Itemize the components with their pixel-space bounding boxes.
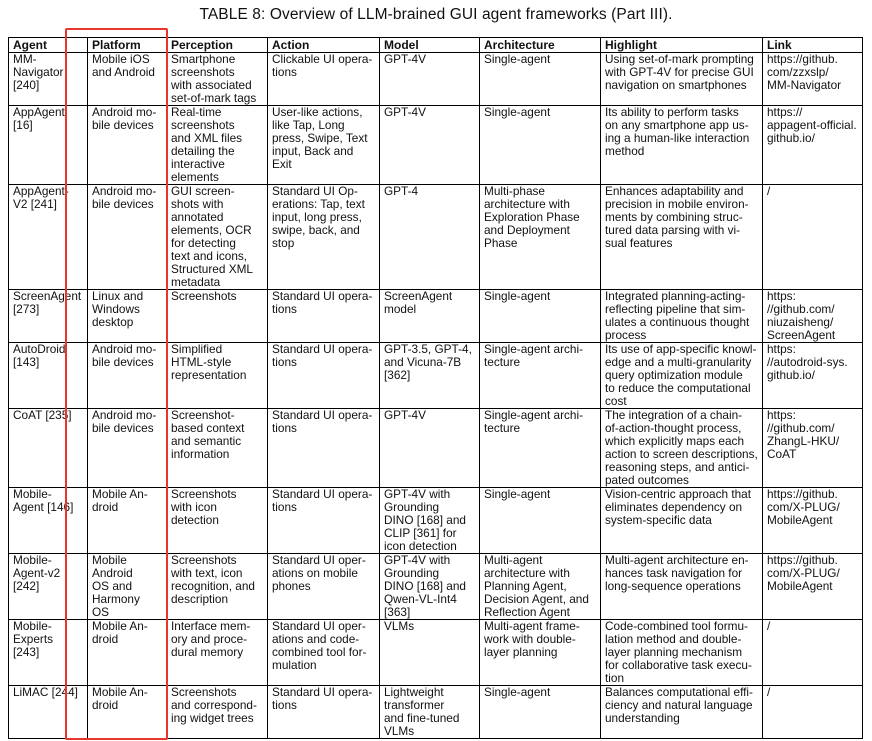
cell-text: ScreenAgent model [384,289,453,316]
cell-link [763,409,863,488]
cell-model [380,554,480,620]
cell-action [268,620,380,686]
cell-text: Single-agent [484,685,551,699]
header-agent: Agent [9,38,88,53]
cell-model [380,488,480,554]
cell-text: Single-agent [484,487,551,501]
cell-platform [88,409,167,488]
cell-text: GUI screen- shots with annotated elements, OCR for detecting text and icons, Structured XML metadata [171,184,253,289]
cell-text: GPT-4V [384,52,426,66]
header-action: Action [268,38,380,53]
cell-text: Its ability to perform tasks on any smartphone app us- ing a human-like interaction method [605,105,750,158]
cell-text: Code-combined tool formu- lation method and double- layer planning mechanism for collaborative task execu- tion [605,619,752,685]
cell-perception [167,488,268,554]
cell-text: Single-agent [484,289,551,303]
cell-action [268,290,380,343]
table-row [9,554,863,620]
cell-architecture [480,185,601,290]
cell-highlight [601,343,763,409]
cell-text: / [767,685,771,699]
cell-text: User-like actions, like Tap, Long press, Swipe, Text input, Back and Exit [272,105,368,171]
cell-text: / [767,619,771,633]
cell-text: GPT-4V with Grounding DINO [168] and Qwen-VL-Int4 [363] [384,553,466,619]
cell-action [268,343,380,409]
cell-text: Mobile- Agent-v2 [242] [13,553,61,593]
cell-text: Multi-agent frame- work with double- layer planning [484,619,580,659]
cell-text: Balances computational effi- ciency and natural language understanding [605,685,753,725]
cell-text: Standard UI oper- ations and code- combined tool for- mulation [272,619,367,672]
cell-model [380,620,480,686]
cell-text: Enhances adaptability and precision in mobile environ- ments by combining struc- tured data parsing with vi- sual features [605,184,749,250]
header-architecture: Architecture [480,38,601,53]
cell-highlight [601,106,763,185]
cell-model [380,106,480,185]
cell-text: Screenshots with icon detection [171,487,237,527]
cell-text: Screenshots with text, icon recognition, and description [171,553,255,606]
cell-text: AppAgent [16] [13,105,65,132]
header-link: Link [763,38,863,53]
table-row [9,620,863,686]
cell-link [763,53,863,106]
cell-text: https://github. com/X-PLUG/ MobileAgent [767,487,840,527]
cell-link [763,290,863,343]
cell-action [268,106,380,185]
cell-highlight [601,554,763,620]
cell-platform [88,53,167,106]
cell-text: / [767,184,771,198]
cell-model [380,53,480,106]
cell-text: Android mo- bile devices [92,408,157,435]
cell-architecture [480,53,601,106]
cell-text: Mobile- Experts [243] [13,619,53,659]
cell-text: Mobile Android OS and Harmony OS [92,553,140,619]
cell-text: GPT-4V [384,105,426,119]
cell-perception [167,620,268,686]
cell-text: AutoDroid [143] [13,342,66,369]
cell-text: Mobile An- droid [92,685,148,712]
cell-agent [9,343,88,409]
cell-text: Mobile An- droid [92,487,148,514]
cell-text: https: //github.com/ ZhangL-HKU/ CoAT [767,408,840,461]
cell-agent [9,686,88,739]
table-row [9,106,863,185]
cell-text: https: //autodroid-sys. github.io/ [767,342,848,382]
cell-text: Mobile An- droid [92,619,148,646]
cell-platform [88,620,167,686]
cell-text: Single-agent archi- tecture [484,408,584,435]
cell-text: Multi-phase architecture with Exploration Phase and Deployment Phase [484,184,580,250]
cell-text: Its use of app-specific knowl- edge and a multi-granularity query optimization module to reduce the computational cost [605,342,757,408]
header-model: Model [380,38,480,53]
cell-text: Real-time screenshots and XML files detailing the interactive elements [171,105,243,184]
cell-link [763,686,863,739]
cell-text: Standard UI oper- ations on mobile phones [272,553,366,593]
cell-platform [88,686,167,739]
cell-text: Mobile iOS and Android [92,52,155,79]
cell-link [763,185,863,290]
cell-highlight [601,53,763,106]
cell-action [268,185,380,290]
cell-text: Multi-agent architecture with Planning Agent, Decision Agent, and Reflection Agent [484,553,589,619]
header-perception: Perception [167,38,268,53]
cell-perception [167,343,268,409]
cell-agent [9,554,88,620]
cell-text: Android mo- bile devices [92,105,157,132]
cell-text: ScreenAgent [273] [13,289,82,316]
cell-text: AppAgent- V2 [241] [13,184,69,211]
cell-text: Multi-agent architecture en- hances task navigation for long-sequence operations [605,553,749,593]
table-row [9,185,863,290]
cell-text: Using set-of-mark prompting with GPT-4V for precise GUI navigation on smartphones [605,52,754,92]
cell-text: The integration of a chain- of-action-thought process, which explicitly maps each action to screen descriptions, reasoning steps, and antici- pated outcomes [605,408,758,487]
cell-text: Screenshots [171,289,237,303]
cell-architecture [480,409,601,488]
cell-perception [167,185,268,290]
cell-agent [9,53,88,106]
cell-agent [9,106,88,185]
cell-perception [167,106,268,185]
cell-highlight [601,686,763,739]
cell-platform [88,343,167,409]
cell-text: Mobile- Agent [146] [13,487,74,514]
cell-action [268,409,380,488]
cell-link [763,488,863,554]
cell-highlight [601,488,763,554]
table-row [9,290,863,343]
table-row [9,409,863,488]
cell-architecture [480,554,601,620]
cell-architecture [480,620,601,686]
cell-text: https://github. com/zzxslp/ MM-Navigator [767,52,842,92]
cell-perception [167,409,268,488]
cell-architecture [480,343,601,409]
cell-text: Android mo- bile devices [92,184,157,211]
header-highlight: Highlight [601,38,763,53]
cell-text: Standard UI opera- tions [272,685,373,712]
cell-perception [167,554,268,620]
cell-text: Vision-centric approach that eliminates dependency on system-specific data [605,487,752,527]
cell-text: VLMs [384,619,415,633]
cell-text: https://github. com/X-PLUG/ MobileAgent [767,553,840,593]
cell-architecture [480,686,601,739]
cell-agent [9,185,88,290]
cell-text: Linux and Windows desktop [92,289,144,329]
cell-text: Screenshots and correspond- ing widget trees [171,685,257,725]
cell-text: Lightweight transformer and fine-tuned VLMs [384,685,460,738]
cell-text: Smartphone screenshots with associated set-of-mark tags [171,52,257,105]
cell-architecture [480,290,601,343]
table-row [9,343,863,409]
cell-model [380,290,480,343]
cell-perception [167,686,268,739]
cell-platform [88,185,167,290]
cell-text: https:// appagent-official. github.io/ [767,105,857,145]
cell-highlight [601,290,763,343]
cell-action [268,686,380,739]
cell-highlight [601,409,763,488]
cell-agent [9,409,88,488]
cell-text: Standard UI opera- tions [272,408,373,435]
cell-model [380,185,480,290]
cell-text: Clickable UI opera- tions [272,52,373,79]
cell-text: Single-agent [484,52,551,66]
cell-text: Simplified HTML-style representation [171,342,247,382]
cell-architecture [480,106,601,185]
cell-link [763,106,863,185]
cell-text: Standard UI opera- tions [272,487,373,514]
cell-highlight [601,620,763,686]
cell-perception [167,53,268,106]
cell-text: Standard UI opera- tions [272,342,373,369]
cell-text: Screenshot- based context and semantic information [171,408,245,461]
cell-action [268,554,380,620]
cell-text: CoAT [235] [13,408,72,422]
cell-text: https: //github.com/ niuzaisheng/ ScreenAgent [767,289,836,342]
cell-platform [88,106,167,185]
cell-text: GPT-4 [384,184,419,198]
cell-text: GPT-3.5, GPT-4, and Vicuna-7B [362] [384,342,472,382]
cell-model [380,409,480,488]
cell-model [380,343,480,409]
cell-text: Android mo- bile devices [92,342,157,369]
table-caption: TABLE 8: Overview of LLM-brained GUI agent frameworks (Part III). [199,6,673,23]
table-row [9,53,863,106]
cell-text: Standard UI opera- tions [272,289,373,316]
table-row [9,488,863,554]
cell-text: GPT-4V [384,408,426,422]
cell-platform [88,290,167,343]
cell-text: LiMAC [244] [13,685,78,699]
cell-perception [167,290,268,343]
cell-model [380,686,480,739]
cell-agent [9,620,88,686]
frameworks-table [8,37,863,739]
cell-action [268,53,380,106]
cell-architecture [480,488,601,554]
cell-text: Interface mem- ory and proce- dural memory [171,619,251,659]
cell-text: Single-agent archi- tecture [484,342,584,369]
cell-action [268,488,380,554]
cell-highlight [601,185,763,290]
cell-platform [88,554,167,620]
cell-text: MM- Navigator [240] [13,52,64,92]
cell-agent [9,290,88,343]
cell-link [763,343,863,409]
cell-text: GPT-4V with Grounding DINO [168] and CLIP [361] for icon detection [384,487,466,553]
header-row [9,38,863,53]
cell-platform [88,488,167,554]
header-platform: Platform [88,38,167,53]
table-row [9,686,863,739]
cell-link [763,620,863,686]
cell-agent [9,488,88,554]
cell-link [763,554,863,620]
cell-text: Single-agent [484,105,551,119]
cell-text: Integrated planning-acting- reflecting pipeline that sim- ulates a continuous thought process [605,289,750,342]
cell-text: Standard UI Op- erations: Tap, text input, long press, swipe, back, and stop [272,184,365,250]
